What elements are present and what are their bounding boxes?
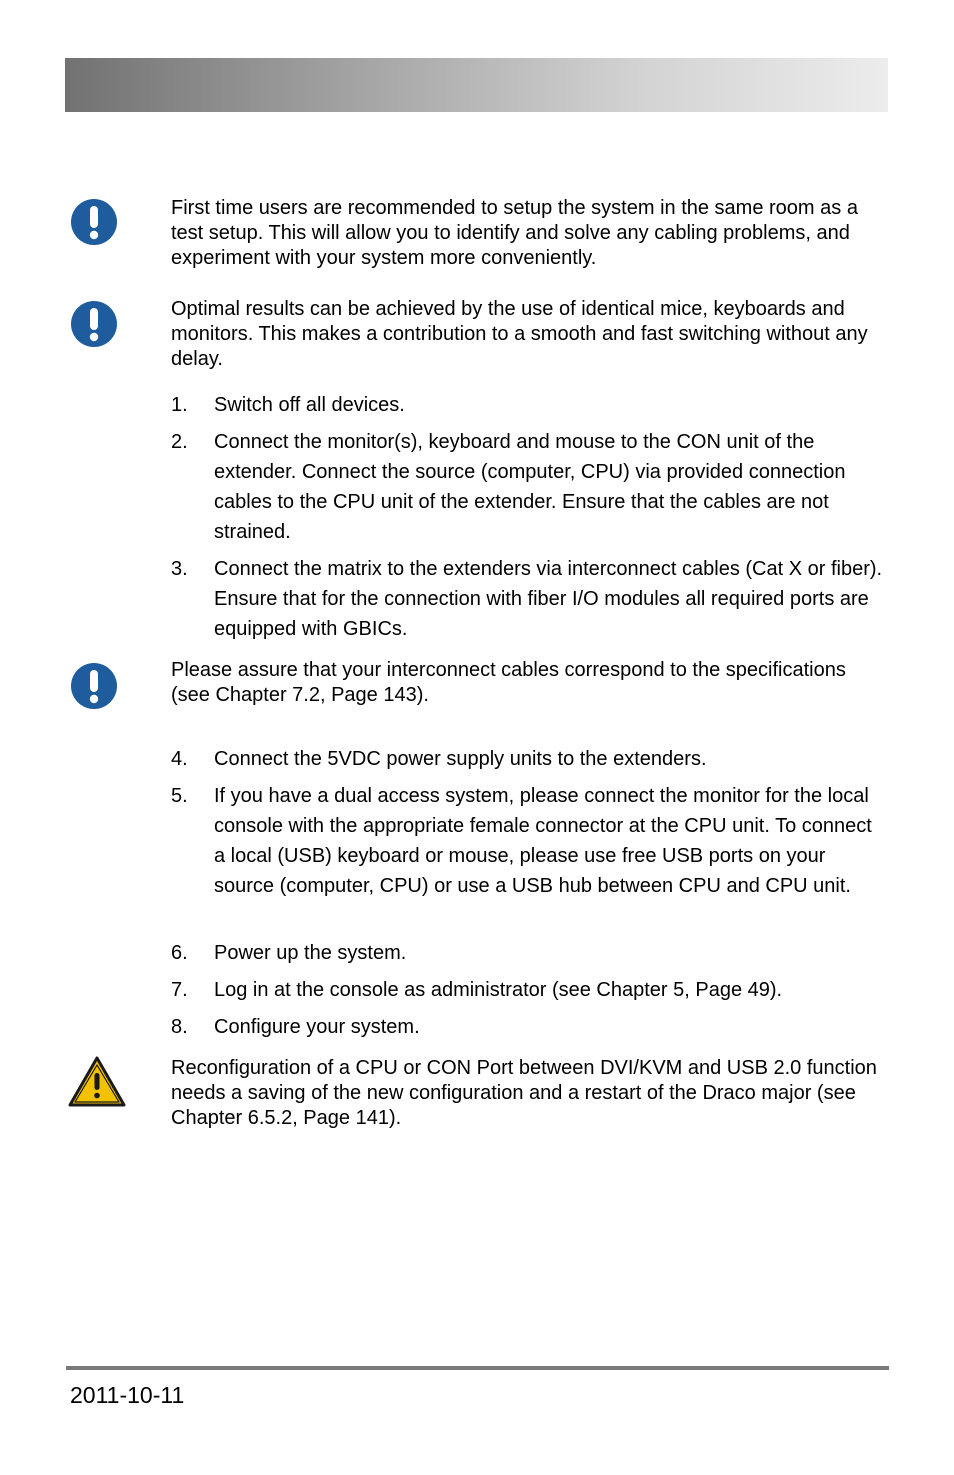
step-text: Power up the system. [214, 942, 407, 964]
step-text: Log in at the console as administrator (see Chapter 5, Page 49). [214, 979, 783, 1001]
step-number: 3. [171, 558, 188, 580]
step-text: Connect the 5VDC power supply units to the extenders. [214, 748, 707, 770]
step-text: Connect the monitor(s), keyboard and mouse to the CON unit of the extender. Connect the source (computer, CPU) via provided connection cables to the CPU unit of the extender. Ensure that the cables are not strained. [214, 431, 846, 543]
list-item [171, 938, 883, 968]
step-number: 4. [171, 748, 188, 770]
step-number: 2. [171, 431, 188, 453]
step-text: Configure your system. [214, 1016, 420, 1038]
exclamation-icon [70, 198, 118, 246]
step-number: 7. [171, 979, 188, 1001]
footer-divider [66, 1366, 889, 1370]
note-text: Please assure that your interconnect cables correspond to the specifications (see Chapter 7.2, Page 143). [171, 659, 846, 706]
list-item [171, 427, 883, 547]
list-item [171, 744, 883, 774]
step-number: 5. [171, 785, 188, 807]
step-number: 1. [171, 394, 188, 416]
note-text: Optimal results can be achieved by the use of identical mice, keyboards and monitors. This makes a contribution to a smooth and fast switching without any delay. [171, 298, 868, 370]
step-number: 8. [171, 1016, 188, 1038]
list-item [171, 390, 883, 420]
exclamation-icon [70, 662, 118, 710]
note-text: First time users are recommended to setup the system in the same room as a test setup. This will allow you to identify and solve any cabling problems, and experiment with your system more conveniently. [171, 197, 858, 269]
warning-icon [68, 1056, 126, 1108]
list-item [171, 554, 883, 644]
footer-date: 2011-10-11 [70, 1382, 185, 1408]
step-text: Connect the matrix to the extenders via interconnect cables (Cat X or fiber). Ensure that for the connection with fiber I/O modules all required ports are equipped with GBICs. [214, 558, 883, 640]
step-number: 6. [171, 942, 188, 964]
list-item [171, 1012, 883, 1042]
list-item [171, 781, 883, 901]
step-text: Switch off all devices. [214, 394, 405, 416]
list-item [171, 975, 883, 1005]
exclamation-icon [70, 300, 118, 348]
note-text: Reconfiguration of a CPU or CON Port between DVI/KVM and USB 2.0 function needs a saving of the new configuration and a restart of the Draco major (see Chapter 6.5.2, Page 141). [171, 1057, 877, 1129]
step-text: If you have a dual access system, please connect the monitor for the local console with the appropriate female connector at the CPU unit. To connect a local (USB) keyboard or mouse, please use free USB ports on your source (computer, CPU) or use a USB hub between CPU and CPU unit. [214, 785, 872, 897]
header-bar [65, 58, 888, 112]
